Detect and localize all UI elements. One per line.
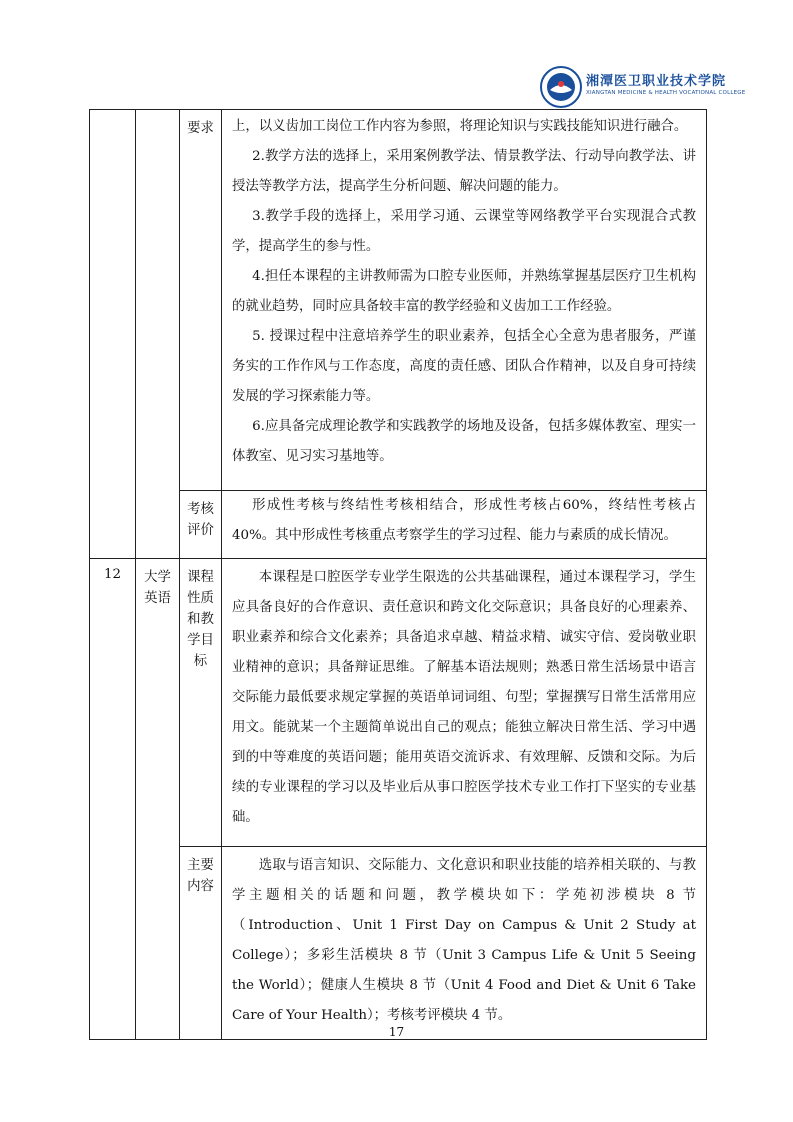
nature-text: 本课程是口腔医学专业学生限选的公共基础课程，通过本课程学习，学生应具备良好的合作意识、责任意识和跨文化交际意识；具备良好的心理素养、职业素养和综合文化素养；具备追求卓越、精益求精、诚实守信、爱岗敬业职业精神的意识；具备辩证思维。了解基本语法规则；熟悉日常生活场景中语言交际能力最低要求规定掌握的英语单词词组、句型；掌握撰写日常生活常用应用文。能就某一个主题简单说出自己的观点；能独立解决日常生活、学习中遇到的中等难度的英语问题；能用英语交流诉求、有效理解、反馈和交际。为后续的专业课程的学习以及毕业后从事口腔医学技术专业工作打下坚实的专业基础。 (222, 559, 707, 847)
requirements-text (222, 110, 707, 491)
row-number: 12 (90, 559, 136, 1040)
table-row (90, 559, 707, 847)
paragraph: 5. 授课过程中注意培养学生的职业素养，包括全心全意为患者服务，严谨务实的工作作风与工作态度，高度的责任感、团队合作精神，以及自身可持续发展的学习探索能力等。 (232, 329, 696, 404)
paragraph: 3.教学手段的选择上，采用学习通、云课堂等网络教学平台实现混合式教学，提高学生的参与性。 (232, 209, 696, 254)
course-cell-empty (136, 110, 180, 559)
content-text: 选取与语言知识、交际能力、文化意识和职业技能的培养相关联的、与教学主题相关的话题和问题，教学模块如下：学苑初涉模块 8 节（Introduction、Unit 1 First Day on Campus & Unit 2 Study at College）；多彩生活模块 8 节（Unit 3 Campus Life & Unit 5 Seeing the World）；健康人生模块 8 节（Unit 4 Food and Diet & Unit 6 Take Care of Your Health）；考核考评模块 4 节。 (222, 847, 707, 1040)
college-header (540, 66, 746, 110)
number-cell-empty (90, 110, 136, 559)
college-name-en: XIANGTAN MEDICINE & HEALTH VOCATIONAL COLLEGE (586, 90, 746, 96)
requirements-label: 要求 (180, 110, 222, 491)
table-row (90, 110, 707, 491)
table-row (90, 847, 707, 1040)
nature-label: 课程 性质 和教 学目 标 (180, 559, 222, 847)
assessment-label: 考核 评价 (180, 491, 222, 559)
course-name: 大学 英语 (136, 559, 180, 1040)
page-number: 17 (388, 1025, 405, 1039)
assessment-text: 形成性考核与终结性考核相结合，形成性考核占60%，终结性考核占40%。其中形成性考核重点考察学生的学习过程、能力与素质的成长情况。 (222, 491, 707, 559)
curriculum-table (89, 109, 707, 1040)
paragraph: 6.应具备完成理论教学和实践教学的场地及设备，包括多媒体教室、理实一体教室、见习实习基地等。 (232, 419, 696, 464)
paragraph: 4.担任本课程的主讲教师需为口腔专业医师，并熟练掌握基层医疗卫生机构的就业趋势，同时应具备较丰富的教学经验和义齿加工工作经验。 (232, 269, 696, 314)
paragraph: 上，以义齿加工岗位工作内容为参照，将理论知识与实践技能知识进行融合。 (232, 119, 688, 134)
content-label: 主要 内容 (180, 847, 222, 1040)
college-logo-icon (540, 66, 582, 108)
college-name: 湘潭医卫职业技术学院 (586, 74, 727, 89)
paragraph: 2.教学方法的选择上，采用案例教学法、情景教学法、行动导向教学法、讲授法等教学方法，提高学生分析问题、解决问题的能力。 (232, 149, 696, 194)
table-row (90, 491, 707, 559)
